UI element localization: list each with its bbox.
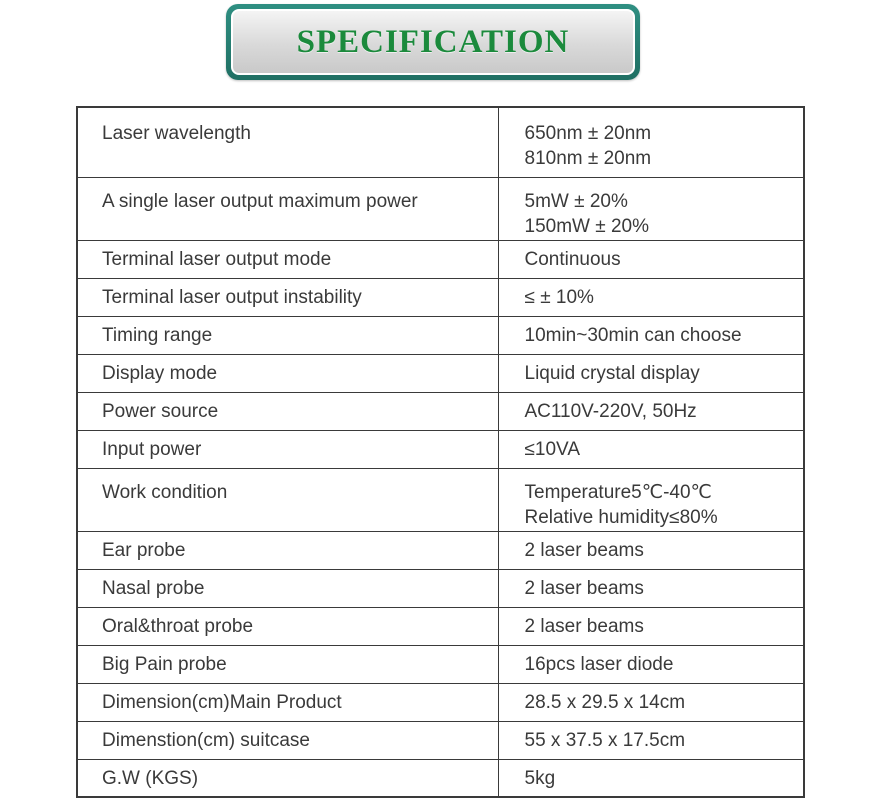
spec-value	[498, 240, 804, 278]
spec-value-line: 2 laser beams	[524, 539, 644, 561]
spec-value	[498, 354, 804, 392]
table-row	[77, 354, 804, 392]
spec-value-line: 2 laser beams	[524, 615, 644, 637]
spec-value-line: 10min~30min can choose	[524, 324, 742, 346]
spec-value	[498, 569, 804, 607]
spec-label: Big Pain probe	[77, 645, 498, 683]
spec-value	[498, 468, 804, 531]
specification-banner	[226, 4, 640, 80]
spec-value-line: 810nm ± 20nm	[524, 148, 652, 169]
spec-value-line: ≤10VA	[524, 438, 580, 460]
spec-value	[498, 683, 804, 721]
spec-value	[498, 177, 804, 240]
spec-label: Laser wavelength	[77, 107, 498, 177]
table-row	[77, 278, 804, 316]
spec-label: Input power	[77, 430, 498, 468]
spec-value-line: 150mW ± 20%	[524, 215, 649, 237]
spec-value-line: 16pcs laser diode	[524, 653, 674, 675]
spec-value	[498, 531, 804, 569]
spec-label: Timing range	[77, 316, 498, 354]
spec-label: G.W (KGS)	[77, 759, 498, 797]
page-title: SPECIFICATION	[296, 23, 570, 60]
spec-label: Display mode	[77, 354, 498, 392]
table-row	[77, 721, 804, 759]
spec-label: Terminal laser output mode	[77, 240, 498, 278]
table-row	[77, 569, 804, 607]
spec-value-line: 650nm ± 20nm	[524, 123, 652, 144]
spec-label: Work condition	[77, 468, 498, 531]
table-row	[77, 683, 804, 721]
table-row	[77, 392, 804, 430]
spec-value-line: AC110V-220V, 50Hz	[524, 400, 697, 422]
spec-value	[498, 645, 804, 683]
spec-label: Nasal probe	[77, 569, 498, 607]
spec-label: Oral&throat probe	[77, 607, 498, 645]
spec-value-line: Liquid crystal display	[524, 362, 700, 384]
spec-value-line: 28.5 x 29.5 x 14cm	[524, 691, 686, 713]
spec-value	[498, 278, 804, 316]
spec-label: Dimenstion(cm) suitcase	[77, 721, 498, 759]
specification-table	[76, 106, 805, 798]
specification-banner-inner	[231, 9, 635, 75]
spec-value	[498, 316, 804, 354]
spec-value	[498, 392, 804, 430]
spec-value-line: 5mW ± 20%	[524, 190, 628, 212]
spec-value	[498, 107, 804, 177]
spec-value	[498, 430, 804, 468]
table-row	[77, 177, 804, 240]
spec-value-line: Temperature5℃-40℃	[524, 481, 712, 503]
spec-label: Ear probe	[77, 531, 498, 569]
table-row	[77, 645, 804, 683]
spec-label: A single laser output maximum power	[77, 177, 498, 240]
spec-value-line: 2 laser beams	[524, 577, 644, 599]
spec-value	[498, 721, 804, 759]
spec-label: Terminal laser output instability	[77, 278, 498, 316]
table-row	[77, 316, 804, 354]
table-row	[77, 107, 804, 177]
spec-label: Dimension(cm)Main Product	[77, 683, 498, 721]
spec-value-line: 5kg	[524, 767, 556, 789]
table-row	[77, 430, 804, 468]
table-row	[77, 607, 804, 645]
spec-value-line: ≤ ± 10%	[524, 286, 594, 308]
spec-value	[498, 607, 804, 645]
spec-value-line: Relative humidity≤80%	[524, 506, 718, 528]
table-row	[77, 531, 804, 569]
spec-value-line: 55 x 37.5 x 17.5cm	[524, 729, 686, 751]
table-row	[77, 759, 804, 797]
specification-table-body	[77, 107, 804, 797]
spec-value-line: Continuous	[524, 248, 621, 270]
table-row	[77, 240, 804, 278]
table-row	[77, 468, 804, 531]
spec-value	[498, 759, 804, 797]
spec-label: Power source	[77, 392, 498, 430]
